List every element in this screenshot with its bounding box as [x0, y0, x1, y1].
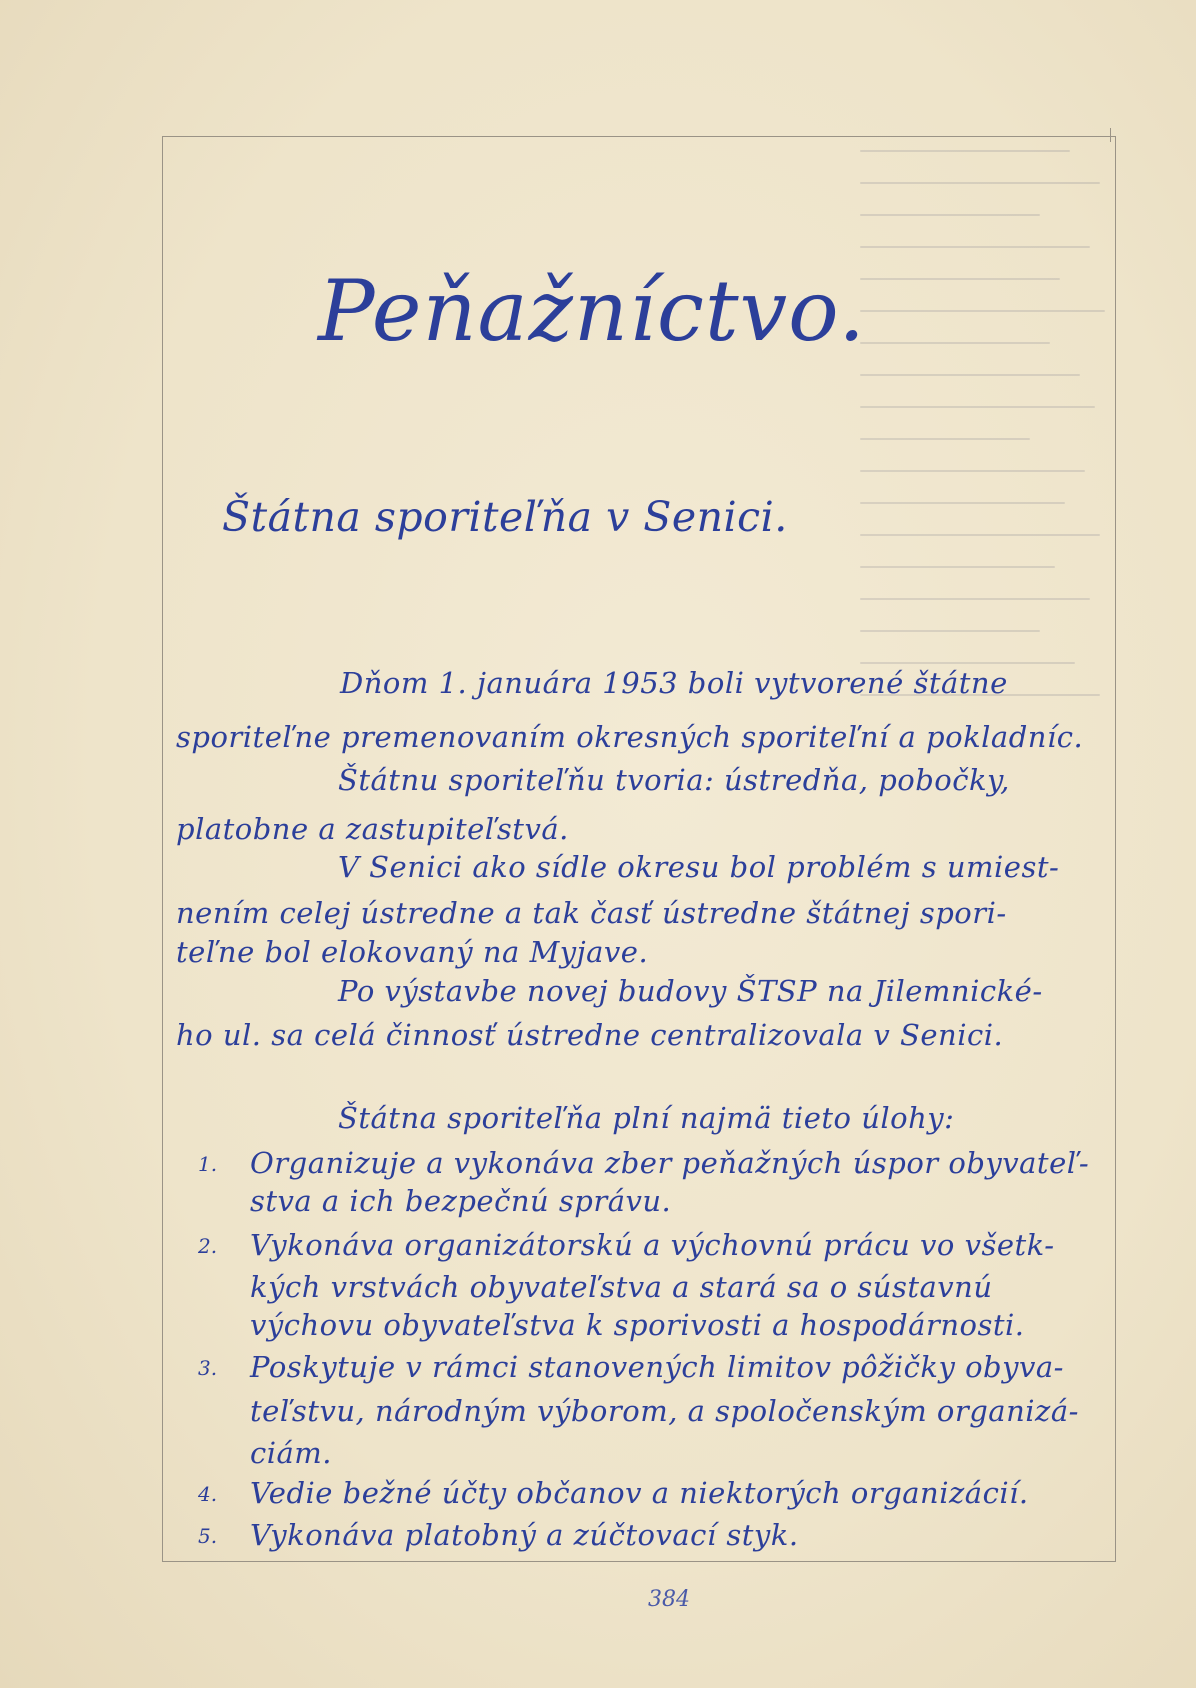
task-number: 4. — [198, 1482, 218, 1506]
tasks-intro: Štátna sporiteľňa plní najmä tieto úlohy: — [338, 1101, 955, 1135]
task-line: ciám. — [250, 1436, 333, 1470]
paragraph-line: Dňom 1. januára 1953 boli vytvorené štátne — [340, 666, 1008, 700]
page-number: 384 — [648, 1587, 690, 1612]
task-line: stva a ich bezpečnú správu. — [250, 1184, 672, 1218]
task-line: kých vrstvách obyvateľstva a stará sa o sústavnú — [250, 1270, 993, 1304]
task-number: 3. — [198, 1356, 218, 1380]
task-number: 2. — [198, 1234, 218, 1258]
task-line: Poskytuje v rámci stanovených limitov pôžičky obyva- — [250, 1350, 1064, 1384]
paragraph-line: Štátnu sporiteľňu tvoria: ústredňa, pobočky, — [338, 763, 1010, 797]
paragraph-line: Po výstavbe novej budovy ŠTSP na Jilemnické- — [338, 974, 1043, 1008]
task-number: 5. — [198, 1524, 218, 1548]
page-title: Peňažníctvo. — [318, 262, 866, 360]
section-heading: Štátna sporiteľňa v Senici. — [222, 493, 788, 541]
task-line: Vedie bežné účty občanov a niektorých organizácií. — [250, 1476, 1029, 1510]
paragraph-line: sporiteľne premenovaním okresných sporiteľní a pokladníc. — [176, 720, 1084, 754]
task-line: Vykonáva platobný a zúčtovací styk. — [250, 1518, 799, 1552]
task-line: výchovu obyvateľstva k sporivosti a hospodárnosti. — [250, 1308, 1025, 1342]
task-line: Organizuje a vykonáva zber peňažných úspor obyvateľ- — [250, 1146, 1090, 1180]
task-line: Vykonáva organizátorskú a výchovnú prácu vo všetk- — [250, 1228, 1055, 1262]
paragraph-line: teľne bol elokovaný na Myjave. — [176, 935, 649, 969]
paragraph-line: V Senici ako sídle okresu bol problém s umiest- — [338, 850, 1060, 884]
paragraph-line: ho ul. sa celá činnosť ústredne centralizovala v Senici. — [176, 1018, 1004, 1052]
frame-corner-mark — [1110, 128, 1111, 142]
task-line: teľstvu, národným výborom, a spoločenským organizá- — [250, 1394, 1079, 1428]
paragraph-line: platobne a zastupiteľstvá. — [176, 812, 569, 846]
paragraph-line: nením celej ústredne a tak časť ústredne štátnej spori- — [176, 896, 1007, 930]
task-number: 1. — [198, 1152, 218, 1176]
